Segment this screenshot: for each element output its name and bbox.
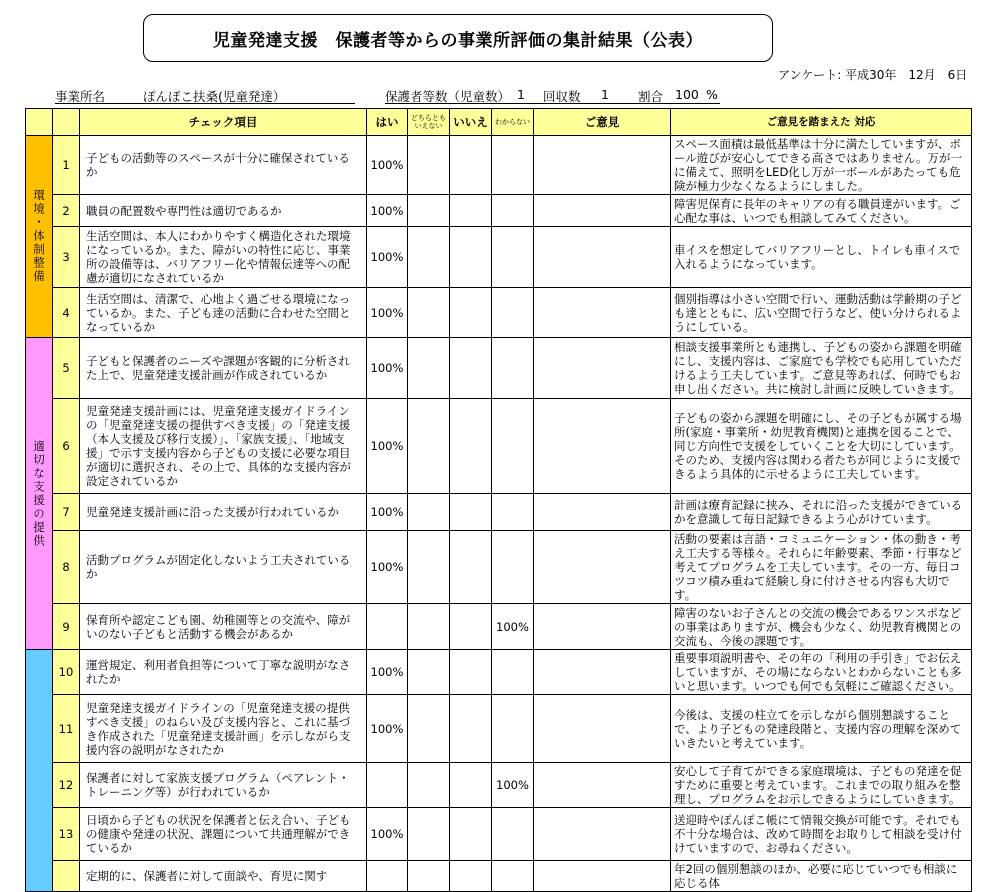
unknown-value [492, 136, 534, 195]
unknown-value [492, 288, 534, 338]
yes-value: 100% [367, 399, 408, 494]
row-number: 3 [53, 227, 80, 288]
no-value [450, 695, 492, 763]
office-name: ぽんぽこ扶桑(児童発達） [143, 89, 286, 104]
unknown-value [492, 195, 534, 227]
unknown-value: 100% [492, 604, 534, 650]
opinion-cell [534, 195, 671, 227]
yes-value [367, 604, 408, 650]
no-value [450, 494, 492, 531]
unknown-value [492, 861, 534, 892]
neither-value [408, 227, 450, 288]
check-item: 運営規定、利用者負担等について丁寧な説明がなされたか [80, 650, 367, 695]
ratio-label: 割合 [638, 89, 664, 104]
category-cell [26, 650, 53, 892]
opinion-cell [534, 399, 671, 494]
header-opinion: ご意見 [534, 109, 671, 136]
category-cell: 適切な支援の提供 [26, 338, 53, 650]
yes-value: 100% [367, 808, 408, 861]
header-unknown: わからない [492, 109, 534, 136]
response-cell: 今後は、支援の柱立てを示しながら個別懇談することで、より子どもの発達段階と、支援内容の理解を深めていきたいと考えています。 [671, 695, 972, 763]
opinion-cell [534, 494, 671, 531]
row-number: 5 [53, 338, 80, 399]
row-number: 13 [53, 808, 80, 861]
check-item: 児童発達支援計画に沿った支援が行われているか [80, 494, 367, 531]
neither-value [408, 494, 450, 531]
header-number [53, 109, 80, 136]
check-item: 子どもの活動等のスペースが十分に確保されているか [80, 136, 367, 195]
table-row [26, 604, 972, 650]
neither-value [408, 399, 450, 494]
no-value [450, 195, 492, 227]
neither-value [408, 808, 450, 861]
opinion-cell [534, 808, 671, 861]
office-label: 事業所名 [55, 89, 106, 104]
page-title: 児童発達支援 保護者等からの事業所評価の集計結果（公表） [143, 14, 773, 62]
header-check-item: チェック項目 [80, 109, 367, 136]
response-cell: 個別指導は小さい空間で行い、運動活動は学齢期の子ども達とともに、広い空間で行うなど、使い分けられるようにしている。 [671, 288, 972, 338]
opinion-cell [534, 695, 671, 763]
no-value [450, 808, 492, 861]
row-number: 8 [53, 531, 80, 604]
counts-underline [385, 103, 720, 104]
yes-value: 100% [367, 531, 408, 604]
unknown-value: 100% [492, 763, 534, 808]
header-yes: はい [367, 109, 408, 136]
check-item: 定期的に、保護者に対して面談や、育児に関す [80, 861, 367, 892]
neither-value [408, 604, 450, 650]
response-cell: 年2回の個別懇談のほか、必要に応じていつでも相談に応じる体 [671, 861, 972, 892]
collected-label: 回収数 [543, 89, 581, 104]
neither-value [408, 288, 450, 338]
response-cell: 相談支援事業所とも連携し、子どもの姿から課題を明確にし、支援内容は、ご家庭でも学校でも応用していただけるよう工夫しています。ご意見等あれば、何時でもお申し出ください。共に検討し計画に反映していきます。 [671, 338, 972, 399]
yes-value [367, 861, 408, 892]
yes-value: 100% [367, 338, 408, 399]
row-number: 4 [53, 288, 80, 338]
unknown-value [492, 531, 534, 604]
no-value [450, 604, 492, 650]
table-header-row [26, 109, 972, 136]
opinion-cell [534, 861, 671, 892]
opinion-cell [534, 763, 671, 808]
response-cell: 安心して子育てができる家庭環境は、子どもの発達を促すために重要と考えています。これまでの取り組みを整理し、プログラムをお示しできるようにしていきます。 [671, 763, 972, 808]
table-row [26, 288, 972, 338]
unknown-value [492, 695, 534, 763]
yes-value [367, 763, 408, 808]
table-row [26, 650, 972, 695]
table-row [26, 195, 972, 227]
opinion-cell [534, 650, 671, 695]
ratio-value: 100 [675, 87, 699, 102]
unknown-value [492, 650, 534, 695]
unknown-value [492, 494, 534, 531]
response-cell: 重要事項説明書や、その年の「利用の手引き」でお伝えしていますが、その場にならないとわからないことも多いと思います。いつでも何でも気軽にご確認ください。 [671, 650, 972, 695]
no-value [450, 763, 492, 808]
neither-value [408, 195, 450, 227]
no-value [450, 650, 492, 695]
no-value [450, 399, 492, 494]
no-value [450, 338, 492, 399]
no-value [450, 227, 492, 288]
opinion-cell [534, 604, 671, 650]
neither-value [408, 338, 450, 399]
header-response: ご意見を踏まえた 対応 [671, 109, 972, 136]
guardians-count: 1 [517, 87, 525, 102]
check-item: 日頃から子どもの状況を保護者と伝え合い、子どもの健康や発達の状況、課題について共通理解ができているか [80, 808, 367, 861]
ratio-unit: % [706, 87, 718, 102]
survey-date: アンケート: 平成30年 12月 6日 [778, 68, 968, 82]
neither-value [408, 695, 450, 763]
neither-value [408, 531, 450, 604]
yes-value: 100% [367, 136, 408, 195]
response-cell: 子どもの姿から課題を明確にし、その子どもが属する場所(家庭・事業所・幼児教育機関)と連携を図ることで、同じ方向性で支援をしていくことを大切にしています。そのため、支援内容は関わる者たちが同じように支援できるよう具体的に示せるように工夫しています。 [671, 399, 972, 494]
row-number: 6 [53, 399, 80, 494]
yes-value: 100% [367, 288, 408, 338]
neither-value [408, 763, 450, 808]
guardians-label: 保護者等数（児童数） [385, 89, 511, 104]
row-number: 11 [53, 695, 80, 763]
neither-value [408, 861, 450, 892]
opinion-cell [534, 288, 671, 338]
no-value [450, 288, 492, 338]
check-item: 保育所や認定こども園、幼稚園等との交流や、障がいのない子どもと活動する機会があるか [80, 604, 367, 650]
header-neither: どちらとも いえない [408, 109, 450, 136]
check-item: 児童発達支援計画には、児童発達支援ガイドラインの「児童発達支援の提供すべき支援」の「発達支援（本人支援及び移行支援）」、「家族支援」、「地域支援」で示す支援内容から子どもの支援に必要な項目が適切に選択され、その上で、具体的な支援内容が設定されているか [80, 399, 367, 494]
check-item: 活動プログラムが固定化しないよう工夫されているか [80, 531, 367, 604]
check-item: 児童発達支援ガイドラインの「児童発達支援の提供すべき支援」のねらい及び支援内容と、これに基づき作成された「児童発達支援計画」を示しながら支援内容の説明がなされたか [80, 695, 367, 763]
yes-value: 100% [367, 650, 408, 695]
table-row [26, 695, 972, 763]
yes-value: 100% [367, 494, 408, 531]
check-item: 生活空間は、清潔で、心地よく過ごせる環境になっているか。また、子ども達の活動に合わせた空間となっているか [80, 288, 367, 338]
table-row [26, 494, 972, 531]
no-value [450, 861, 492, 892]
response-cell: 車イスを想定してバリアフリーとし、トイレも車イスで入れるようになっています。 [671, 227, 972, 288]
neither-value [408, 650, 450, 695]
check-item: 子どもと保護者のニーズや課題が客観的に分析された上で、児童発達支援計画が作成されているか [80, 338, 367, 399]
no-value [450, 531, 492, 604]
row-number [53, 861, 80, 892]
table-row [26, 763, 972, 808]
row-number: 9 [53, 604, 80, 650]
collected-count: 1 [601, 87, 609, 102]
row-number: 12 [53, 763, 80, 808]
response-cell: 送迎時やぽんぽこ帳にて情報交換が可能です。それでも不十分な場合は、改めて時間をお取りして相談を受け付けていますので、お尋ねください。 [671, 808, 972, 861]
info-row [55, 87, 720, 104]
unknown-value [492, 399, 534, 494]
header-no: いいえ [450, 109, 492, 136]
table-row [26, 136, 972, 195]
row-number: 2 [53, 195, 80, 227]
response-cell: 障害のないお子さんとの交流の機会であるワンスポなどの事業はありますが、機会も少なく、幼児教育機関との交流も、今後の課題です。 [671, 604, 972, 650]
response-cell: スペース面積は最低基準は十分に満たしていますが、ボール遊びが安心してできる高さではありません。万が一に備えて、照明をLED化し万が一ボールがあたっても危険が極力少なくなるようにしました。 [671, 136, 972, 195]
header-category [26, 109, 53, 136]
yes-value: 100% [367, 227, 408, 288]
yes-value: 100% [367, 695, 408, 763]
opinion-cell [534, 531, 671, 604]
category-cell: 環境・体制整備 [26, 136, 53, 338]
row-number: 10 [53, 650, 80, 695]
opinion-cell [534, 136, 671, 195]
no-value [450, 136, 492, 195]
table-row [26, 227, 972, 288]
opinion-cell [534, 227, 671, 288]
response-cell: 活動の要素は言語・コミュニケーション・体の動き・考え工夫する等様々。それらに年齢要素、季節・行事など考えてプログラムを工夫しています。その一方、毎日コツコツ積み重ねて経験し身に付けさせる内容も大切です。 [671, 531, 972, 604]
opinion-cell [534, 338, 671, 399]
check-item: 職員の配置数や専門性は適切であるか [80, 195, 367, 227]
table-row [26, 861, 972, 892]
table-row [26, 531, 972, 604]
office-underline [55, 103, 355, 104]
unknown-value [492, 227, 534, 288]
row-number: 1 [53, 136, 80, 195]
unknown-value [492, 808, 534, 861]
neither-value [408, 136, 450, 195]
table-row [26, 399, 972, 494]
yes-value: 100% [367, 195, 408, 227]
check-item: 保護者に対して家族支援プログラム（ペアレント・トレーニング等）が行われているか [80, 763, 367, 808]
evaluation-table [25, 108, 972, 892]
check-item: 生活空間は、本人にわかりやすく構造化された環境になっているか。また、障がいの特性に応じ、事業所の設備等は、バリアフリー化や情報伝達等への配慮が適切になされているか [80, 227, 367, 288]
unknown-value [492, 338, 534, 399]
response-cell: 障害児保育に長年のキャリアの有る職員達がいます。ご心配な事は、いつでも相談してみてください。 [671, 195, 972, 227]
row-number: 7 [53, 494, 80, 531]
response-cell: 計画は療育記録に挟み、それに沿った支援ができているかを意識して毎日記録できるよう心がけています。 [671, 494, 972, 531]
table-row [26, 808, 972, 861]
table-row [26, 338, 972, 399]
